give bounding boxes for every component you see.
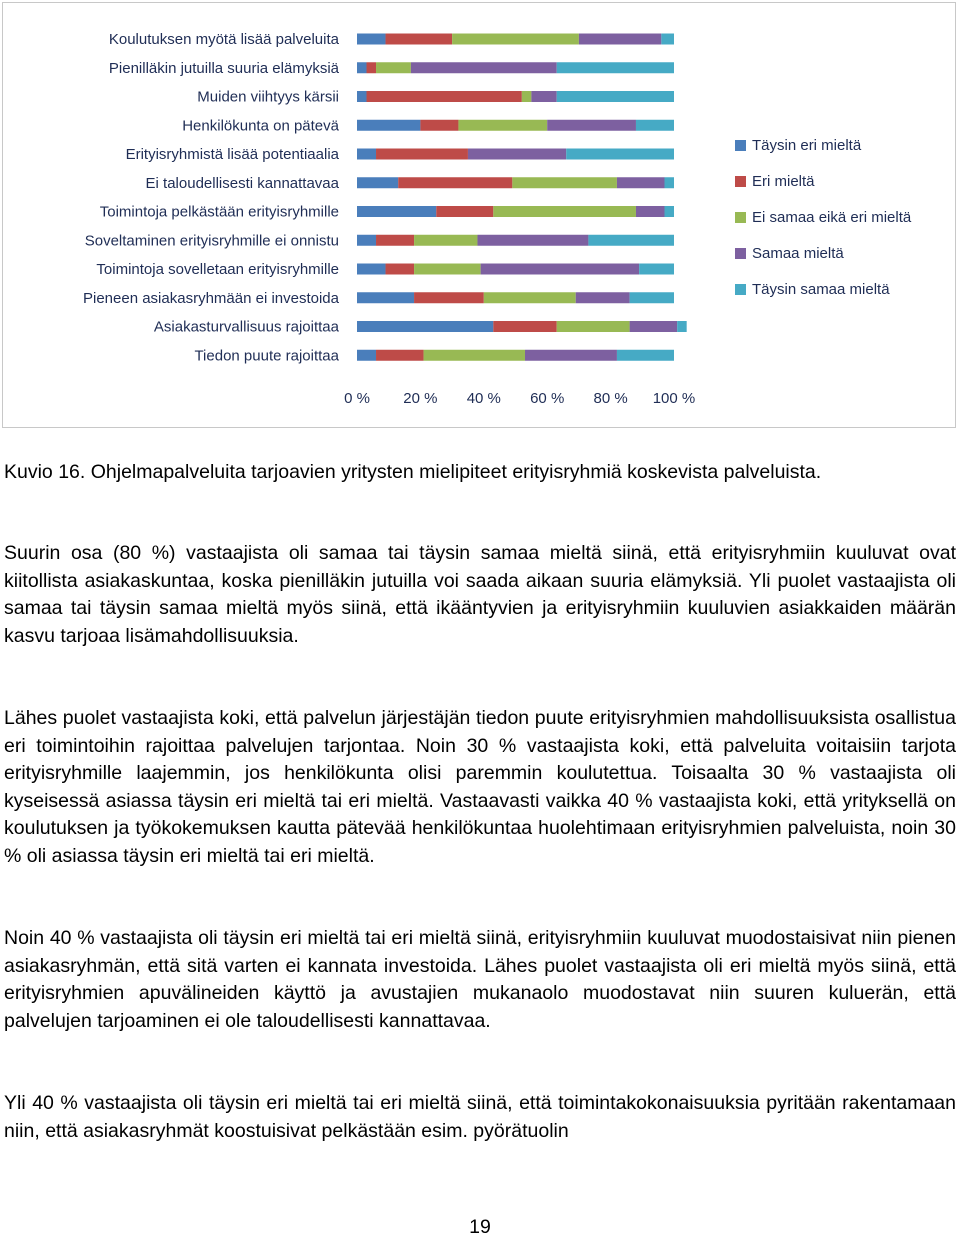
bar-segment-3 bbox=[512, 177, 617, 188]
category-label: Soveltaminen erityisryhmille ei onnistu bbox=[84, 232, 339, 250]
bar-segment-3 bbox=[484, 292, 576, 303]
bar-segment-5 bbox=[566, 149, 674, 160]
bar-segment-5 bbox=[588, 235, 674, 246]
x-tick-label: 100 % bbox=[652, 390, 696, 407]
bar-segment-1 bbox=[357, 350, 376, 361]
bar-segment-4 bbox=[411, 62, 557, 73]
paragraph-2: Lähes puolet vastaajista koki, että palvelun järjestäjän tiedon puute erityisryhmien mahdollisuuksista osallistua eri toimintoihin rajoittaa palvelujen tarjontaa. Noin 30 % vastaajista koki, että palveluita voitaisiin tarjota erityisryhmille laajemmin, jos henkilökunta olisi paremmin koulutettua. Toisaalta 30 % vastaajista oli kyseisessä asiassa täysin eri mieltä tai eri mieltä. Vastaavasti vaikka 40 % vastaajista koki, että yrityksellä on koulutuksen ja työkokemuksen kautta pätevää henkilökuntaa huolehtimaan erityisryhmien palveluista, noin 30 % oli asiassa täysin eri mieltä tai eri mieltä. bbox=[4, 707, 956, 867]
bar-segment-1 bbox=[357, 91, 367, 102]
bar-segment-5 bbox=[557, 62, 674, 73]
stacked-bar-chart bbox=[3, 3, 957, 429]
bar-segment-4 bbox=[579, 34, 661, 45]
x-tick-label: 40 % bbox=[466, 390, 501, 407]
bar-segment-5 bbox=[630, 292, 674, 303]
bar-segment-4 bbox=[481, 264, 640, 275]
bar-segment-2 bbox=[376, 235, 414, 246]
bar-segment-5 bbox=[664, 206, 674, 217]
bar-segment-4 bbox=[477, 235, 588, 246]
chart-frame bbox=[2, 2, 956, 428]
bar-segment-1 bbox=[357, 321, 493, 332]
bar-segment-2 bbox=[386, 264, 415, 275]
bar-segment-4 bbox=[547, 120, 636, 131]
paragraph-3: Noin 40 % vastaajista oli täysin eri mieltä tai eri mieltä siinä, erityisryhmiin kuuluvat muodostaisivat niin pienen asiakasryhmän, että sitä varten ei kannata investoida. Lähes puolet vastaajista oli eri mieltä myös siinä, että erityisryhmien apuvälineiden käyttö ja avustajien mukanaolo muodostavat niin suuren kuluerän, että palvelujen tarjoaminen ei ole taloudellisesti kannattavaa. bbox=[4, 927, 956, 1032]
bar-segment-1 bbox=[357, 292, 414, 303]
bar-segment-1 bbox=[357, 120, 420, 131]
category-label: Koulutuksen myötä lisää palveluita bbox=[108, 31, 339, 48]
category-label: Pienilläkin jutuilla suuria elämyksiä bbox=[108, 59, 339, 77]
legend-label: Samaa mieltä bbox=[752, 245, 844, 262]
x-tick-label: 0 % bbox=[344, 390, 370, 407]
category-label: Tiedon puute rajoittaa bbox=[194, 347, 339, 365]
category-label: Asiakasturvallisuus rajoittaa bbox=[153, 318, 339, 336]
bar-segment-4 bbox=[630, 321, 678, 332]
bar-segment-3 bbox=[414, 235, 477, 246]
category-label: Toimintoja pelkästään erityisryhmille bbox=[99, 203, 339, 221]
bar-segment-5 bbox=[664, 177, 674, 188]
bar-segment-2 bbox=[493, 321, 556, 332]
bar-segment-1 bbox=[357, 34, 386, 45]
bar-segment-3 bbox=[557, 321, 630, 332]
legend-label: Täysin samaa mieltä bbox=[752, 281, 890, 298]
category-label: Erityisryhmistä lisää potentiaalia bbox=[125, 146, 339, 163]
x-tick-label: 80 % bbox=[593, 390, 628, 407]
bar-segment-5 bbox=[617, 350, 674, 361]
bar-segment-5 bbox=[636, 120, 674, 131]
bar-segment-2 bbox=[367, 91, 522, 102]
bar-segment-4 bbox=[525, 350, 617, 361]
bar-segment-4 bbox=[468, 149, 566, 160]
bar-segment-4 bbox=[636, 206, 665, 217]
bar-segment-4 bbox=[576, 292, 630, 303]
bar-segment-2 bbox=[376, 149, 468, 160]
category-label: Muiden viihtyys kärsii bbox=[197, 88, 339, 106]
page-number: 19 bbox=[469, 1216, 491, 1238]
legend-swatch bbox=[735, 140, 746, 151]
bar-segment-3 bbox=[376, 62, 411, 73]
category-label: Toimintoja sovelletaan erityisryhmille bbox=[96, 261, 339, 278]
category-label: Henkilökunta on pätevä bbox=[182, 117, 339, 135]
category-label: Ei taloudellisesti kannattavaa bbox=[145, 174, 339, 192]
paragraph-1: Suurin osa (80 %) vastaajista oli samaa tai täysin samaa mieltä siinä, että erityisryhmiin kuuluvat ovat kiitollista asiakaskuntaa, koska pienilläkin jutuilla voi saada aikaan suuria elämyksiä. Yli puolet vastaajista oli samaa tai täysin samaa mieltä myös siinä, että ikääntyvien ja erityisryhmiin kuuluvien asiakkaiden määrän kasvu tarjoaa lisämahdollisuuksia. bbox=[4, 542, 956, 647]
bar-segment-2 bbox=[420, 120, 458, 131]
bar-segment-3 bbox=[458, 120, 547, 131]
bar-segment-4 bbox=[617, 177, 665, 188]
bar-segment-2 bbox=[398, 177, 512, 188]
bar-segment-3 bbox=[414, 264, 481, 275]
bar-segment-2 bbox=[367, 62, 377, 73]
bar-segment-1 bbox=[357, 264, 386, 275]
paragraph-4: Yli 40 % vastaajista oli täysin eri mieltä tai eri mieltä siinä, että toimintakokonaisuuksia pyritään rakentamaan niin, että asiakasryhmät koostuisivat pelkästään esim. pyörätuolin bbox=[4, 1092, 956, 1142]
bar-segment-3 bbox=[493, 206, 636, 217]
bar-segment-3 bbox=[522, 91, 532, 102]
bar-segment-3 bbox=[424, 350, 525, 361]
legend-label: Täysin eri mieltä bbox=[752, 137, 862, 154]
bar-segment-1 bbox=[357, 206, 436, 217]
bar-segment-4 bbox=[531, 91, 556, 102]
figure-caption: Kuvio 16. Ohjelmapalveluita tarjoavien yritysten mielipiteet erityisryhmiä koskevista palveluista. bbox=[4, 461, 822, 483]
bar-segment-5 bbox=[661, 34, 674, 45]
legend-label: Eri mieltä bbox=[752, 173, 815, 190]
bar-segment-1 bbox=[357, 149, 376, 160]
bar-segment-2 bbox=[386, 34, 453, 45]
bar-segment-5 bbox=[677, 321, 687, 332]
bar-segment-2 bbox=[436, 206, 493, 217]
legend-swatch bbox=[735, 284, 746, 295]
bar-segment-5 bbox=[557, 91, 674, 102]
bar-segment-2 bbox=[376, 350, 424, 361]
legend-swatch bbox=[735, 212, 746, 223]
legend-swatch bbox=[735, 176, 746, 187]
legend-label: Ei samaa eikä eri mieltä bbox=[752, 209, 912, 226]
bar-segment-2 bbox=[414, 292, 484, 303]
x-tick-label: 60 % bbox=[530, 390, 565, 407]
category-label: Pieneen asiakasryhmään ei investoida bbox=[83, 289, 339, 307]
bar-segment-1 bbox=[357, 62, 367, 73]
x-tick-label: 20 % bbox=[403, 390, 438, 407]
legend-swatch bbox=[735, 248, 746, 259]
bar-segment-1 bbox=[357, 235, 376, 246]
bar-segment-5 bbox=[639, 264, 674, 275]
bar-segment-3 bbox=[452, 34, 579, 45]
bar-segment-1 bbox=[357, 177, 398, 188]
